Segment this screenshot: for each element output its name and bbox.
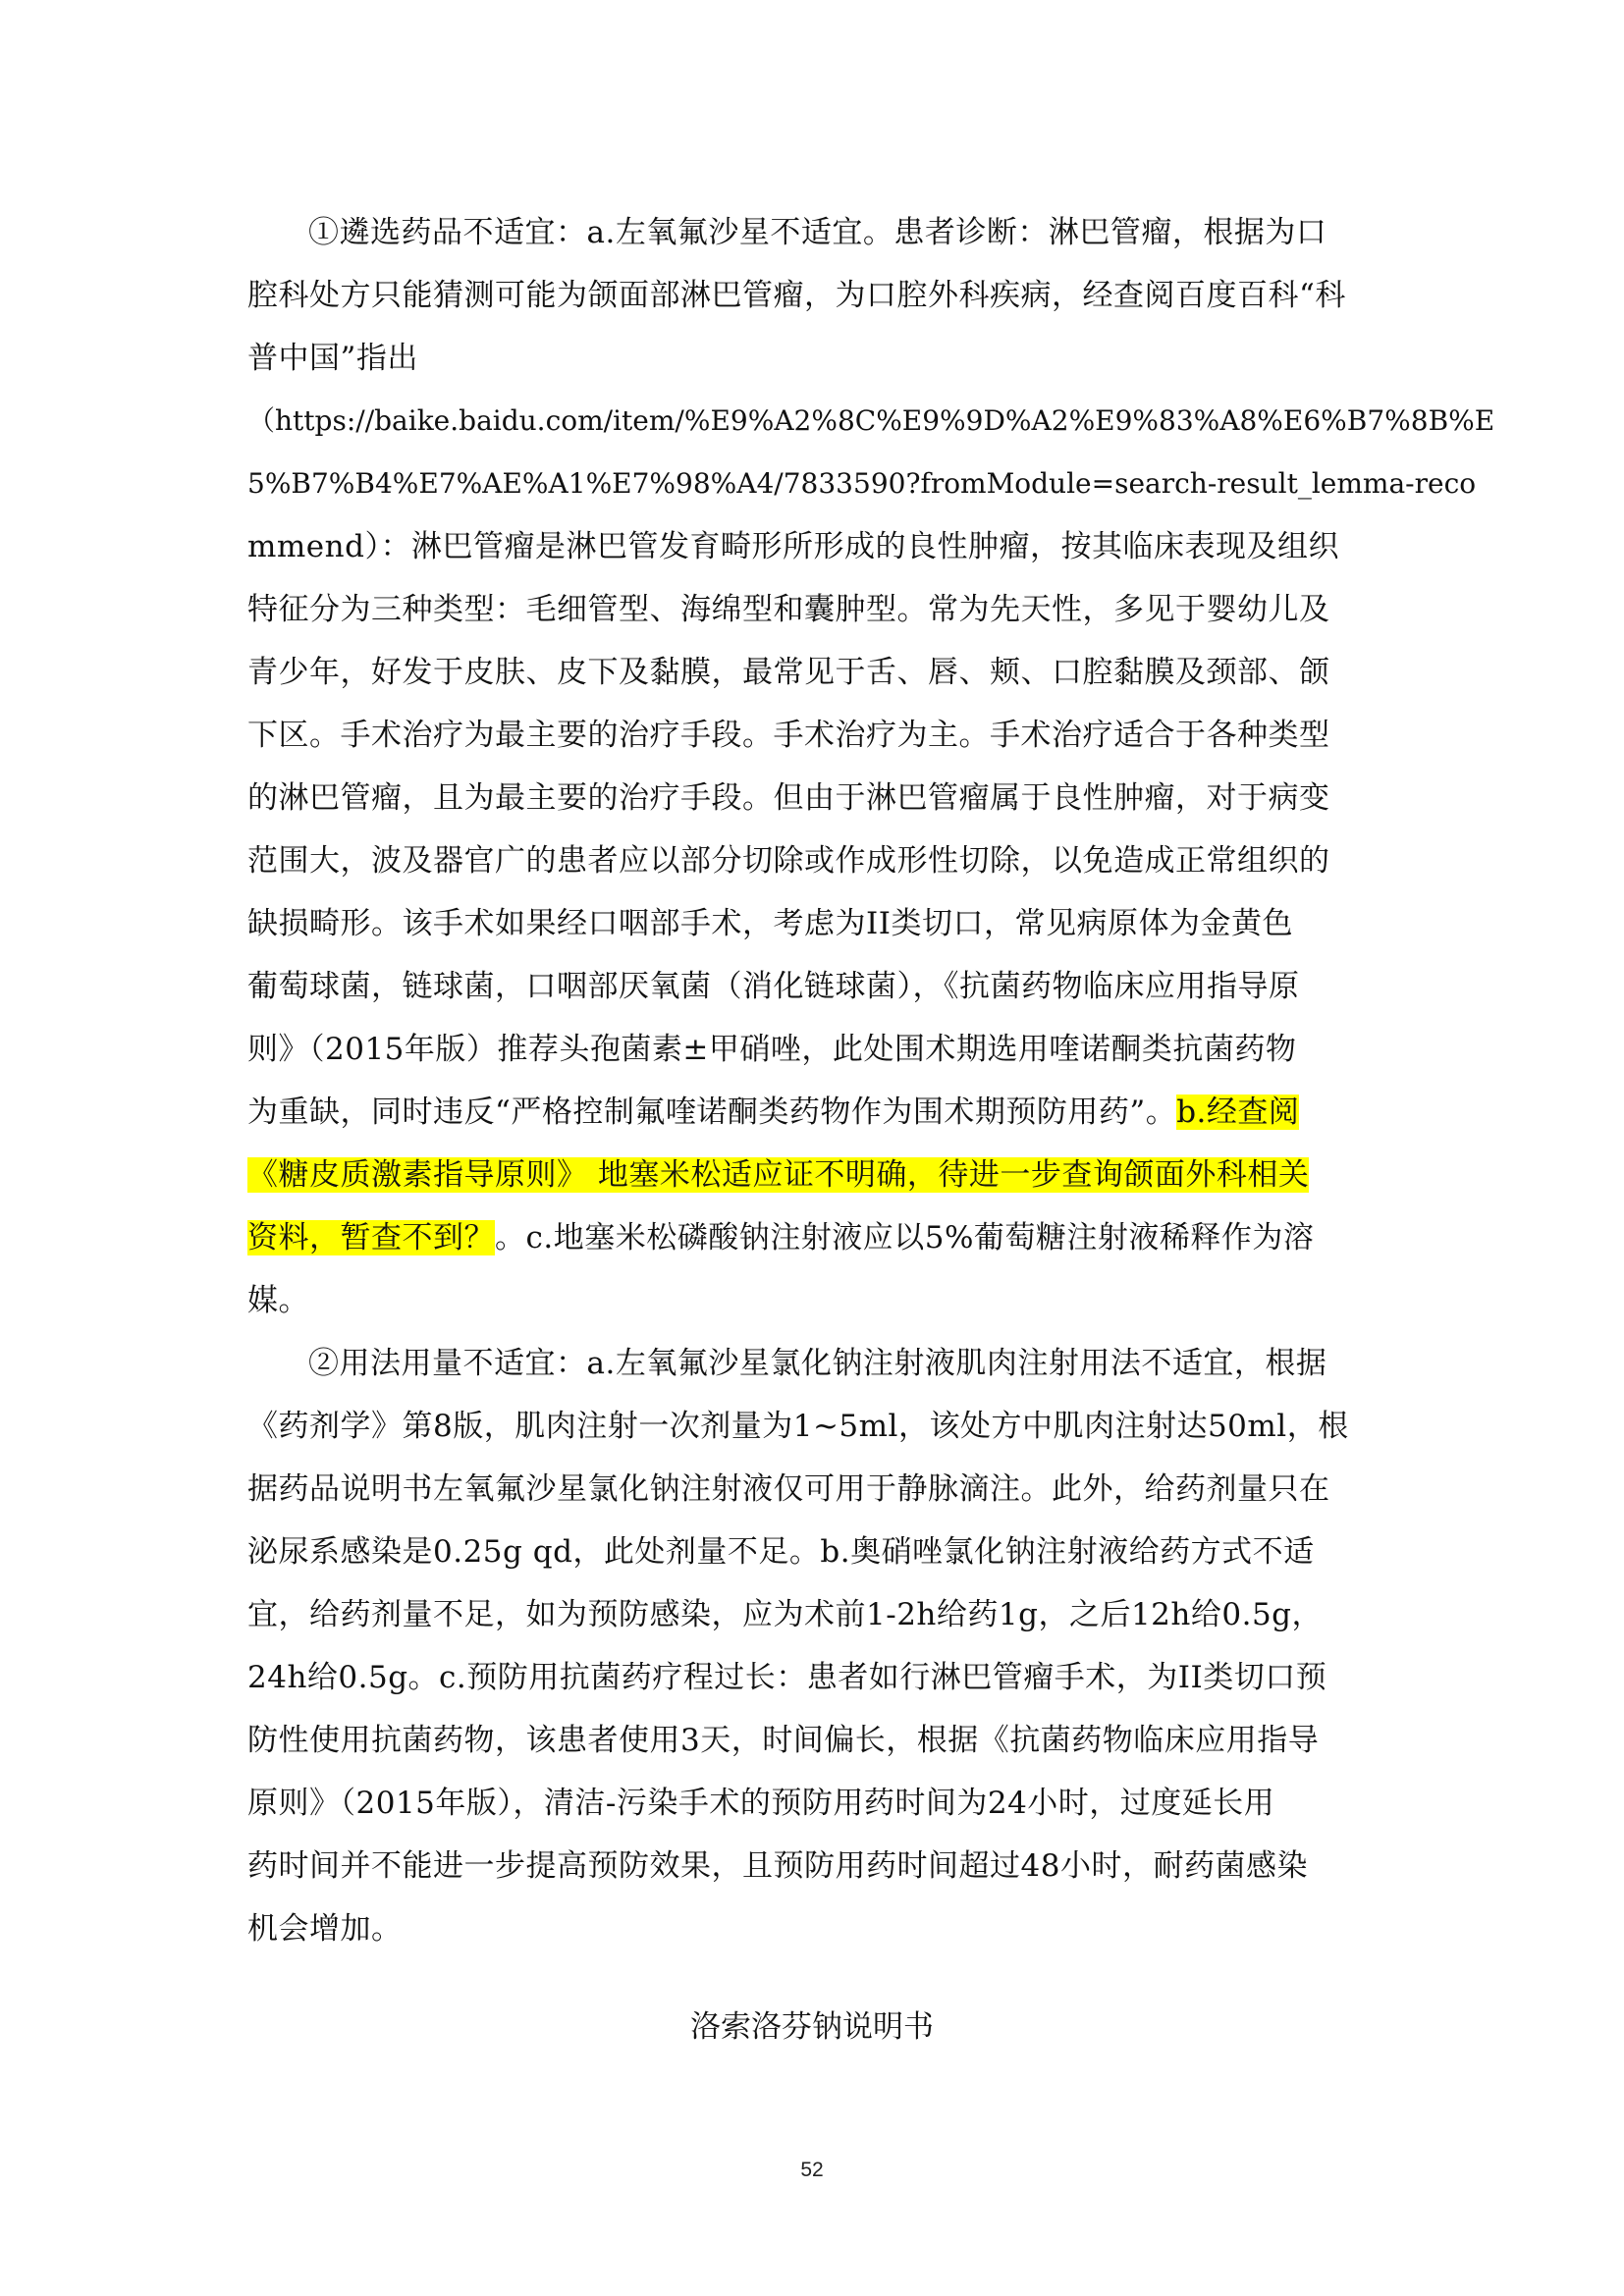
highlighted-text: 《糖皮质激素指导原则》 地塞米松适应证不明确，待进一步查询颌面外科相关	[247, 1157, 1310, 1193]
line-17-text: 。c.地塞米松磷酸钠注射液应以5%葡萄糖注射液稀释作为溶	[495, 1220, 1315, 1255]
highlighted-text: 资料，暂查不到？	[247, 1220, 495, 1255]
highlighted-text: b.经查阅	[1176, 1095, 1300, 1130]
paragraph-2-line-7: 防性使用抗菌药物，该患者使用3天，时间偏长，根据《抗菌药物临床应用指导	[247, 1723, 1320, 1758]
paragraph-2-line-10: 机会增加。	[247, 1911, 403, 1947]
paragraph-2-line-2: 《药剂学》第8版，肌肉注射一次剂量为1~5ml，该处方中肌肉注射达50ml，根	[247, 1409, 1349, 1444]
paragraph-1-line-7: 特征分为三种类型：毛细管型、海绵型和囊肿型。常为先天性，多见于婴幼儿及	[247, 592, 1330, 627]
paragraph-2-line-4: 泌尿系感染是0.25g qd，此处剂量不足。b.奥硝唑氯化钠注射液给药方式不适	[247, 1534, 1315, 1570]
url-line-1: （https://baike.baidu.com/item/%E9%A2%8C%E9%9D%A2%E9%83%A8%E6%B7%8B%E	[247, 404, 1495, 437]
paragraph-1-line-11: 范围大，波及器官广的患者应以部分切除或作成形性切除，以免造成正常组织的	[247, 843, 1330, 879]
paragraph-1-line-8: 青少年，好发于皮肤、皮下及黏膜，最常见于舌、唇、颊、口腔黏膜及颈部、颌	[247, 655, 1330, 690]
paragraph-2-line-5: 宜，给药剂量不足，如为预防感染，应为术前1-2h给药1g，之后12h给0.5g，	[247, 1597, 1324, 1632]
paragraph-1-line-14: 则》（2015年版）推荐头孢菌素±甲硝唑，此处围术期选用喹诺酮类抗菌药物	[247, 1032, 1297, 1067]
paragraph-1-line-16	[247, 1147, 1386, 1203]
paragraph-1-line-1: ①遴选药品不适宜：a.左氧氟沙星不适宜。患者诊断：淋巴管瘤，根据为口	[308, 215, 1327, 250]
paragraph-2-line-1: ②用法用量不适宜：a.左氧氟沙星氯化钠注射液肌肉注射用法不适宜，根据	[308, 1346, 1327, 1381]
paragraph-1-line-6: mmend）：淋巴管瘤是淋巴管发育畸形所形成的良性肿瘤，按其临床表现及组织	[247, 529, 1339, 564]
url-line-2: 5%B7%B4%E7%AE%A1%E7%98%A4/7833590?fromModule=search-result_lemma-reco	[247, 467, 1477, 500]
paragraph-1-line-12: 缺损畸形。该手术如果经口咽部手术，考虑为II类切口，常见病原体为金黄色	[247, 906, 1293, 941]
paragraph-2-line-8: 原则》（2015年版），清洁-污染手术的预防用药时间为24小时，过度延长用	[247, 1786, 1275, 1821]
paragraph-2-line-3: 据药品说明书左氧氟沙星氯化钠注射液仅可用于静脉滴注。此外，给药剂量只在	[247, 1471, 1330, 1507]
line-15-text: 为重缺，同时违反“严格控制氟喹诺酮类药物作为围术期预防用药”。	[247, 1095, 1177, 1130]
paragraph-1-line-10: 的淋巴管瘤，且为最主要的治疗手段。但由于淋巴管瘤属于良性肿瘤，对于病变	[247, 780, 1330, 816]
paragraph-1-line-13: 葡萄球菌，链球菌，口咽部厌氧菌（消化链球菌），《抗菌药物临床应用指导原	[247, 969, 1300, 1004]
paragraph-1-line-3: 普中国”指出	[247, 341, 418, 376]
paragraph-1-line-18: 媒。	[247, 1283, 309, 1318]
paragraph-1-line-2: 腔科处方只能猜测可能为颌面部淋巴管瘤，为口腔外科疾病，经查阅百度百科“科	[247, 278, 1346, 313]
page-number: 52	[800, 2159, 824, 2181]
paragraph-2-line-6: 24h给0.5g。c.预防用抗菌药疗程过长：患者如行淋巴管瘤手术，为II类切口预	[247, 1660, 1327, 1695]
paragraph-1-line-9: 下区。手术治疗为最主要的治疗手段。手术治疗为主。手术治疗适合于各种类型	[247, 718, 1330, 753]
paragraph-1-line-17	[247, 1209, 1386, 1266]
paragraph-2-line-9: 药时间并不能进一步提高预防效果，且预防用药时间超过48小时，耐药菌感染	[247, 1848, 1308, 1884]
paragraph-1-line-15	[247, 1084, 1386, 1141]
section-heading: 洛索洛芬钠说明书	[690, 2009, 934, 2045]
